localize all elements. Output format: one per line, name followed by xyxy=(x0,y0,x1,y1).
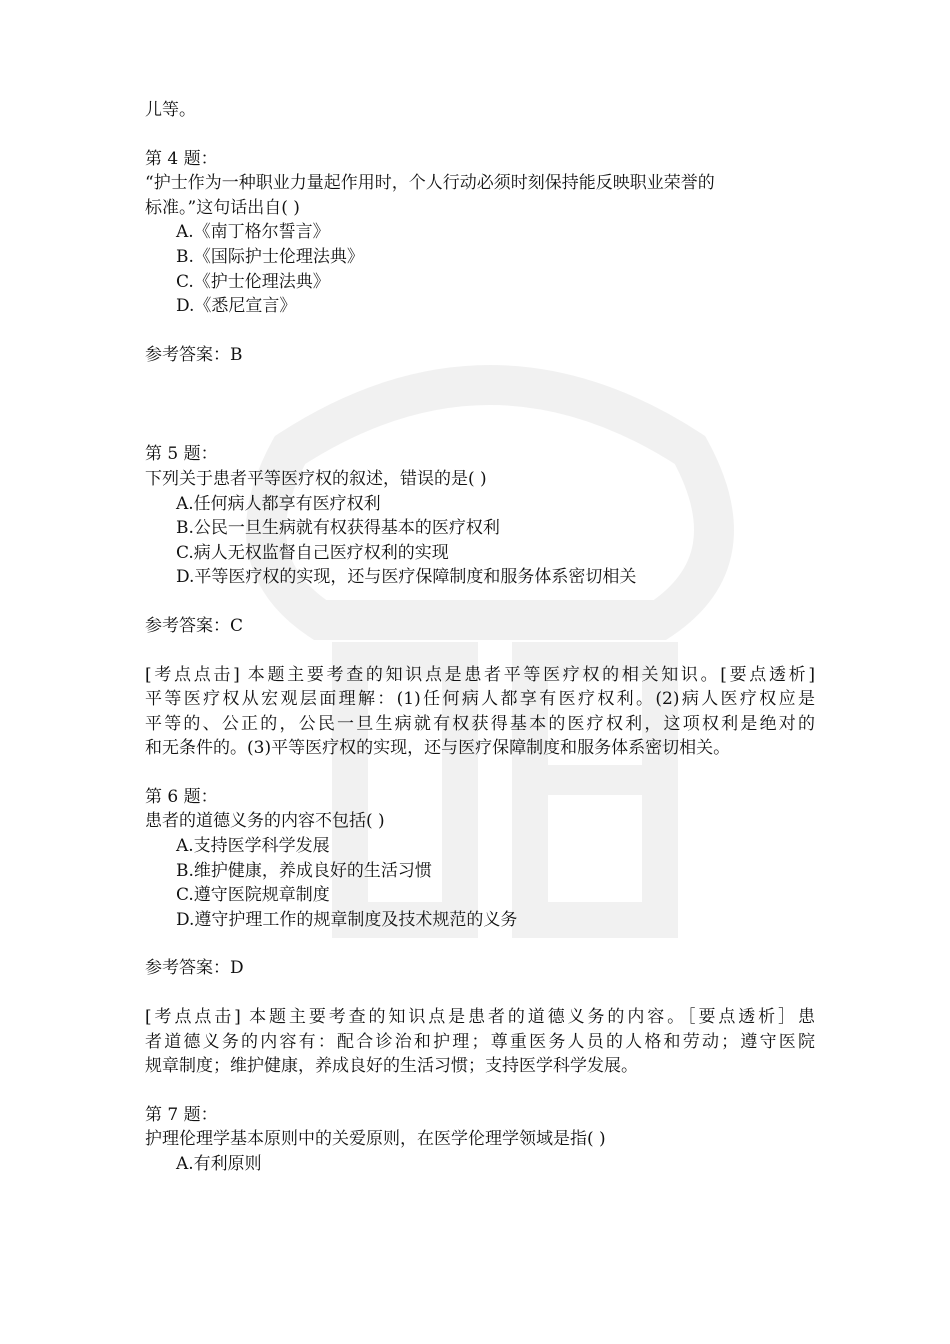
explanation-line: 者道德义务的内容有：配合诊治和护理；尊重医务人员的人格和劳动；遵守医院 xyxy=(145,1031,815,1052)
option-b: B.《国际护士伦理法典》 xyxy=(176,246,364,267)
reference-answer: 参考答案：B xyxy=(145,344,243,365)
option-b: B.维护健康，养成良好的生活习惯 xyxy=(176,860,432,881)
explanation-line: 平等医疗权从宏观层面理解：(1)任何病人都享有医疗权利。(2)病人医疗权应是 xyxy=(145,689,815,710)
option-d: D.遵守护理工作的规章制度及技术规范的义务 xyxy=(176,909,518,930)
option-c: C.病人无权监督自己医疗权利的实现 xyxy=(176,542,449,563)
explanation-line: 平等的、公正的，公民一旦生病就有权获得基本的医疗权利，这项权利是绝对的 xyxy=(145,713,815,734)
option-a: A.支持医学科学发展 xyxy=(176,836,330,857)
question-header: 第 6 题： xyxy=(145,786,218,807)
option-d: D.《悉尼宣言》 xyxy=(176,296,297,317)
option-a: A.《南丁格尔誓言》 xyxy=(176,222,330,243)
option-b: B.公民一旦生病就有权获得基本的医疗权利 xyxy=(176,518,500,539)
option-d: D.平等医疗权的实现，还与医疗保障制度和服务体系密切相关 xyxy=(176,567,637,588)
question-7 xyxy=(145,1103,815,1177)
explanation-line: 规章制度；维护健康，养成良好的生活习惯；支持医学科学发展。 xyxy=(145,1056,638,1077)
explanation-line: [考点点击] 本题主要考查的知识点是患者平等医疗权的相关知识。[要点透析] xyxy=(145,664,815,685)
exam-content xyxy=(145,98,815,1177)
explanation-line: 和无条件的。(3)平等医疗权的实现，还与医疗保障制度和服务体系密切相关。 xyxy=(145,738,731,759)
option-c: C.《护士伦理法典》 xyxy=(176,271,330,292)
question-4 xyxy=(145,147,815,368)
explanation-line: [考点点击] 本题主要考查的知识点是患者的道德义务的内容。［要点透析］患 xyxy=(145,1007,815,1028)
option-c: C.遵守医院规章制度 xyxy=(176,885,330,906)
reference-answer: 参考答案：D xyxy=(145,958,244,979)
question-stem: 标准。”这句话出自( ) xyxy=(145,197,300,218)
question-header: 第 4 题： xyxy=(145,148,218,169)
question-header: 第 5 题： xyxy=(145,444,218,465)
reference-answer: 参考答案：C xyxy=(145,615,244,636)
question-header: 第 7 题： xyxy=(145,1104,218,1125)
question-stem: 患者的道德义务的内容不包括( ) xyxy=(145,811,385,832)
question-6 xyxy=(145,785,815,1079)
question-stem: 下列关于患者平等医疗权的叙述，错误的是( ) xyxy=(145,468,487,489)
option-a: A.有利原则 xyxy=(176,1154,262,1174)
continued-text: 儿等。 xyxy=(145,100,196,120)
question-5 xyxy=(145,442,815,761)
option-a: A.任何病人都享有医疗权利 xyxy=(176,493,381,514)
question-stem: “护士作为一种职业力量起作用时，个人行动必须时刻保持能反映职业荣誉的 xyxy=(145,173,715,194)
question-stem: 护理伦理学基本原则中的关爱原则，在医学伦理学领域是指( ) xyxy=(145,1129,606,1150)
